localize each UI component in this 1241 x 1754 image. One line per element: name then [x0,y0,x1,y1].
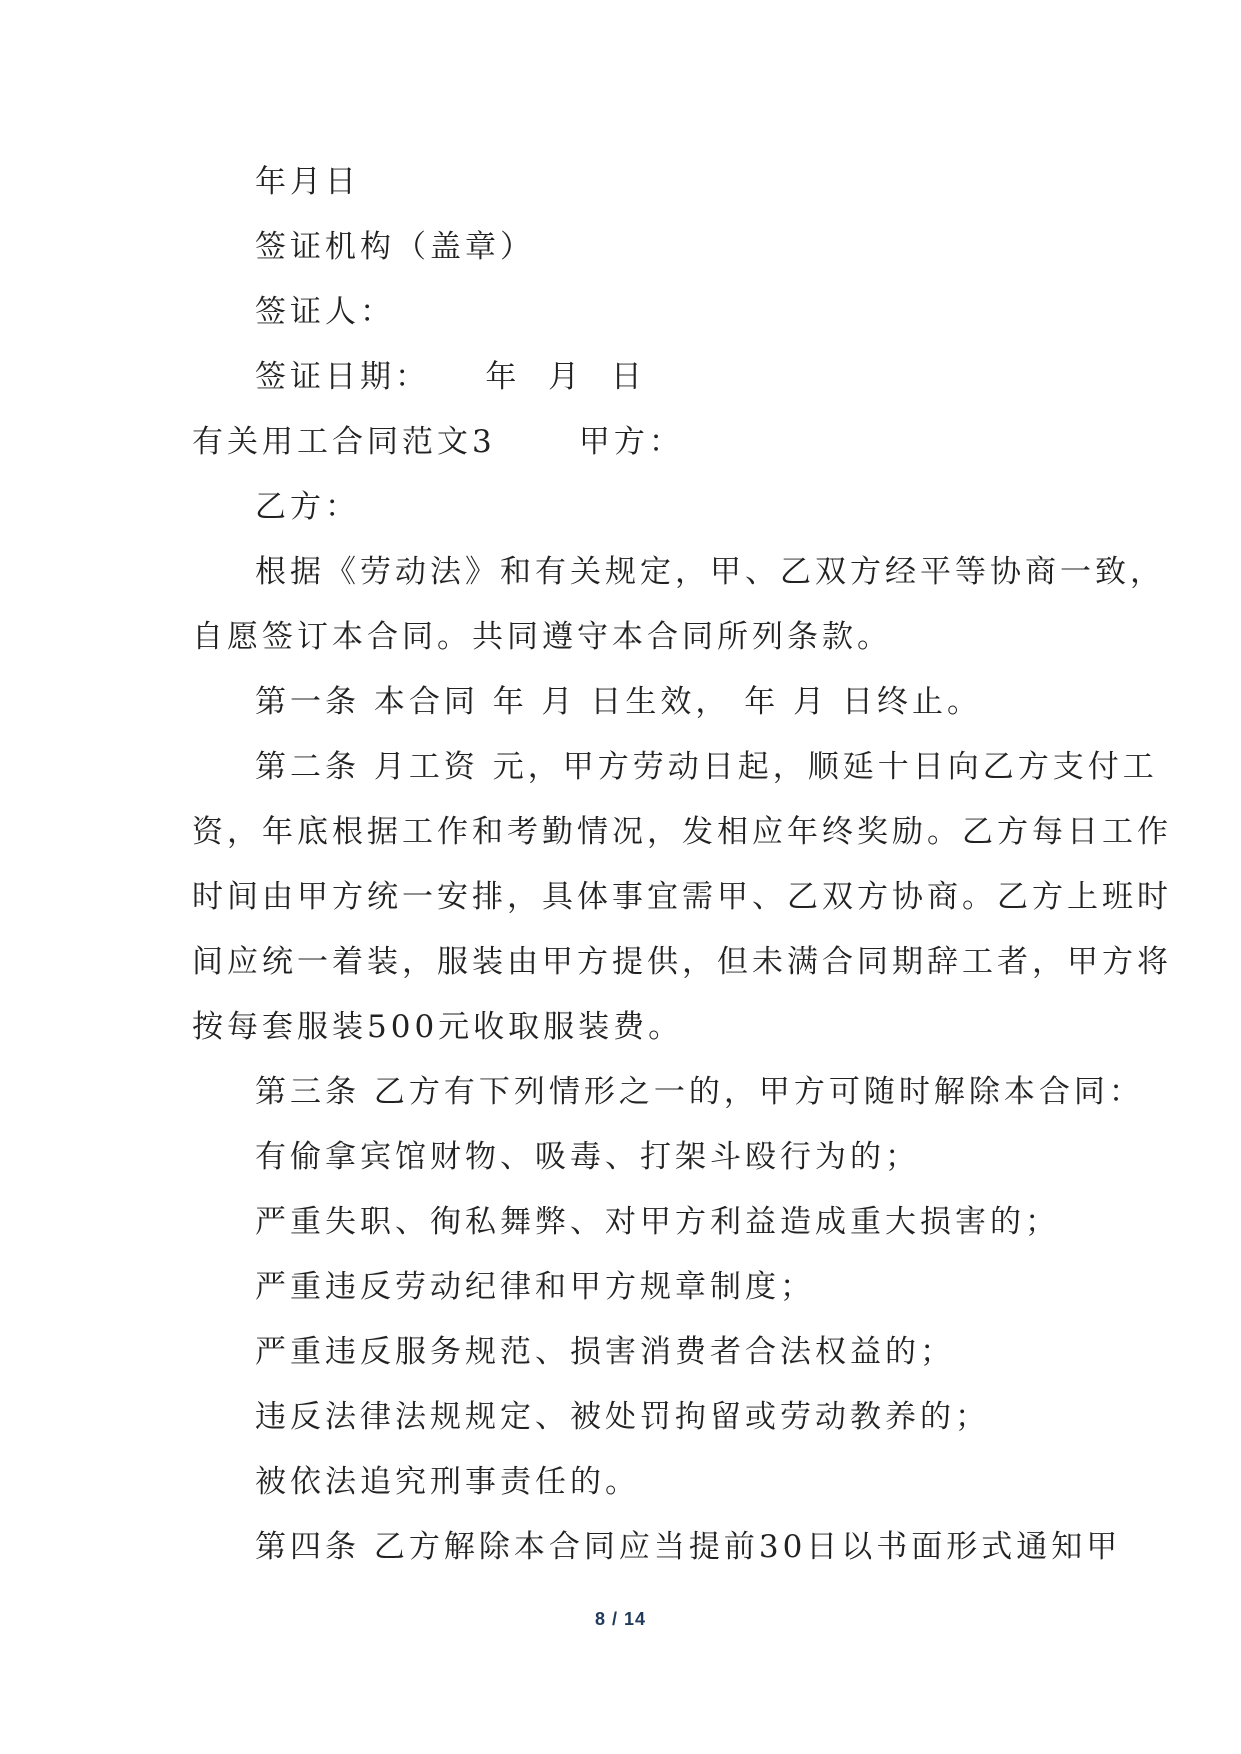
party-b-line: 乙方： [255,489,360,525]
date-line: 年月日 [255,164,360,200]
article-4-line: 第四条 乙方解除本合同应当提前30日以书面形式通知甲 [255,1529,1122,1565]
article-2-line: 第二条 月工资 元，甲方劳动日起，顺延十日向乙方支付工 [255,749,1158,785]
visa-agency-line: 签证机构（盖章） [255,229,535,265]
paragraph-line: 根据《劳动法》和有关规定，甲、乙双方经平等协商一致， [255,554,1165,590]
list-item: 严重违反服务规范、损害消费者合法权益的； [255,1334,955,1370]
article-1-line: 第一条 本合同 年 月 日生效， 年 月 日终止。 [255,684,982,720]
list-item: 有偷拿宾馆财物、吸毒、打架斗殴行为的； [255,1139,920,1175]
list-item: 违反法律法规规定、被处罚拘留或劳动教养的； [255,1399,990,1435]
paragraph-line: 时间由甲方统一安排，具体事宜需甲、乙双方协商。乙方上班时 [192,879,1172,915]
section-title-line: 有关用工合同范文3 甲方： [192,424,684,460]
list-item: 严重违反劳动纪律和甲方规章制度； [255,1269,815,1305]
visa-person-line: 签证人： [255,294,395,330]
list-item: 被依法追究刑事责任的。 [255,1464,640,1500]
paragraph-line: 按每套服装500元收取服装费。 [192,1009,684,1045]
paragraph-line: 自愿签订本合同。共同遵守本合同所列条款。 [192,619,892,655]
article-3-line: 第三条 乙方有下列情形之一的，甲方可随时解除本合同： [255,1074,1144,1110]
visa-date-line: 签证日期： 年 月 日 [255,359,646,395]
list-item: 严重失职、徇私舞弊、对甲方利益造成重大损害的； [255,1204,1060,1240]
paragraph-line: 资，年底根据工作和考勤情况，发相应年终奖励。乙方每日工作 [192,814,1172,850]
page-number: 8 / 14 [594,1609,647,1629]
paragraph-line: 间应统一着装，服装由甲方提供，但未满合同期辞工者，甲方将 [192,944,1172,980]
